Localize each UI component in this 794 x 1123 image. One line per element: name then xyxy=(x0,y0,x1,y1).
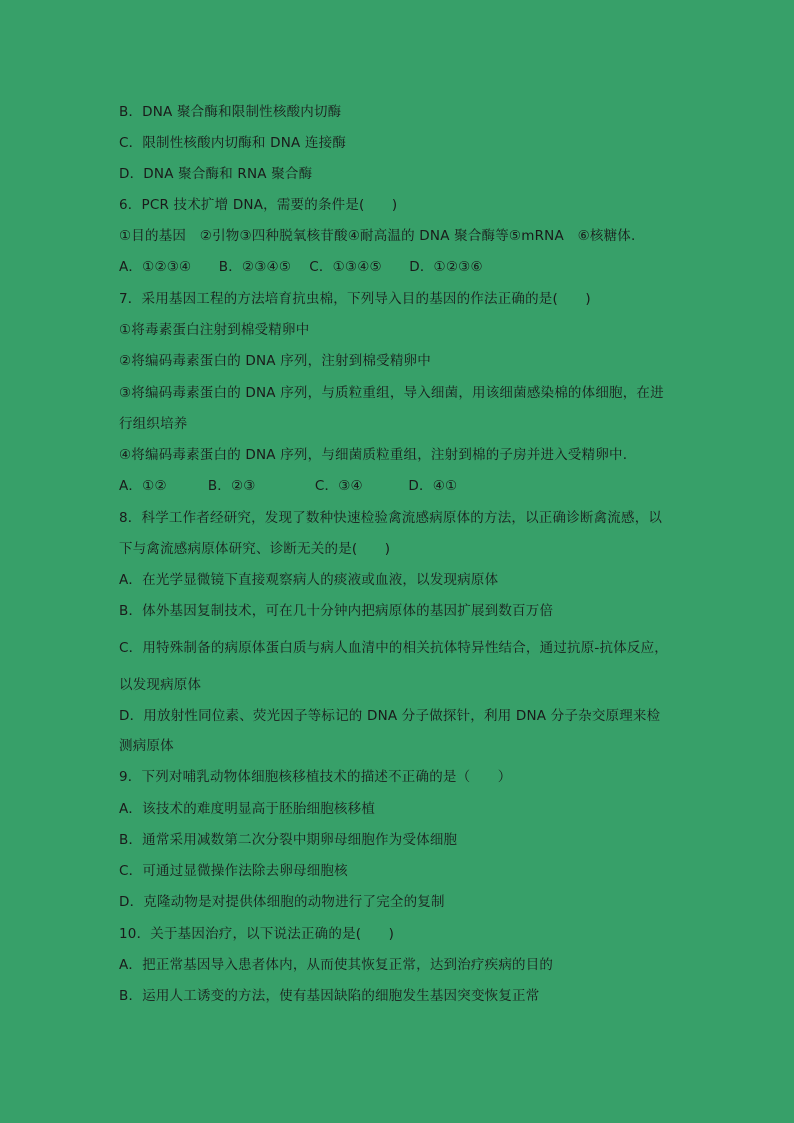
question-8-option-c: C．用特殊制备的病原体蛋白质与病人血清中的相关抗体特异性结合，通过抗原-抗体反应， xyxy=(119,640,668,656)
question-7-options: A．①② B．②③ C．③④ D．④① xyxy=(119,478,458,494)
question-6-conditions: ①目的基因 ②引物③四种脱氧核苷酸④耐高温的 DNA 聚合酶等⑤mRNA ⑥核糖体. xyxy=(119,228,636,244)
question-7-item-3-cont: 行组织培养 xyxy=(119,416,188,432)
question-10-option-b: B．运用人工诱变的方法，使有基因缺陷的细胞发生基因突变恢复正常 xyxy=(119,988,540,1004)
option-6b-line: B．DNA 聚合酶和限制性核酸内切酶 xyxy=(119,104,342,120)
question-7-item-4: ④将编码毒素蛋白的 DNA 序列，与细菌质粒重组，注射到棉的子房并进入受精卵中. xyxy=(119,447,628,463)
question-8-stem-cont: 下与禽流感病原体研究、诊断无关的是( ) xyxy=(119,541,391,557)
question-9-option-a: A．该技术的难度明显高于胚胎细胞核移植 xyxy=(119,801,376,817)
question-8-option-b: B．体外基因复制技术，可在几十分钟内把病原体的基因扩展到数百万倍 xyxy=(119,603,554,619)
option-6d-line: D．DNA 聚合酶和 RNA 聚合酶 xyxy=(119,166,313,182)
question-8-option-d-cont: 测病原体 xyxy=(119,738,174,754)
question-8-option-d: D．用放射性同位素、荧光因子等标记的 DNA 分子做探针，利用 DNA 分子杂交原理来检 xyxy=(119,708,661,724)
question-6-options: A．①②③④ B．②③④⑤ C．①③④⑤ D．①②③⑥ xyxy=(119,259,483,275)
question-7-stem: 7．采用基因工程的方法培育抗虫棉，下列导入目的基因的作法正确的是( ) xyxy=(119,291,591,307)
question-8-option-c-cont: 以发现病原体 xyxy=(119,677,202,693)
question-9-option-b: B．通常采用减数第二次分裂中期卵母细胞作为受体细胞 xyxy=(119,832,458,848)
question-8-stem: 8．科学工作者经研究，发现了数种快速检验禽流感病原体的方法，以正确诊断禽流感，以 xyxy=(119,510,663,526)
question-10-option-a: A．把正常基因导入患者体内，从而使其恢复正常，达到治疗疾病的目的 xyxy=(119,957,554,973)
question-9-option-d: D．克隆动物是对提供体细胞的动物进行了完全的复制 xyxy=(119,894,445,910)
question-7-item-1: ①将毒素蛋白注射到棉受精卵中 xyxy=(119,322,310,338)
question-7-item-2: ②将编码毒素蛋白的 DNA 序列，注射到棉受精卵中 xyxy=(119,353,431,369)
option-6c-line: C．限制性核酸内切酶和 DNA 连接酶 xyxy=(119,135,347,151)
question-9-option-c: C．可通过显微操作法除去卵母细胞核 xyxy=(119,863,348,879)
question-7-item-3: ③将编码毒素蛋白的 DNA 序列，与质粒重组，导入细菌，用该细菌感染棉的体细胞，在进 xyxy=(119,385,664,401)
question-9-stem: 9．下列对哺乳动物体细胞核移植技术的描述不正确的是（ ） xyxy=(119,769,512,785)
question-10-stem: 10．关于基因治疗，以下说法正确的是( ) xyxy=(119,926,395,942)
question-6-stem: 6．PCR 技术扩增 DNA，需要的条件是( ) xyxy=(119,197,398,213)
question-8-option-a: A．在光学显微镜下直接观察病人的痰液或血液，以发现病原体 xyxy=(119,572,499,588)
